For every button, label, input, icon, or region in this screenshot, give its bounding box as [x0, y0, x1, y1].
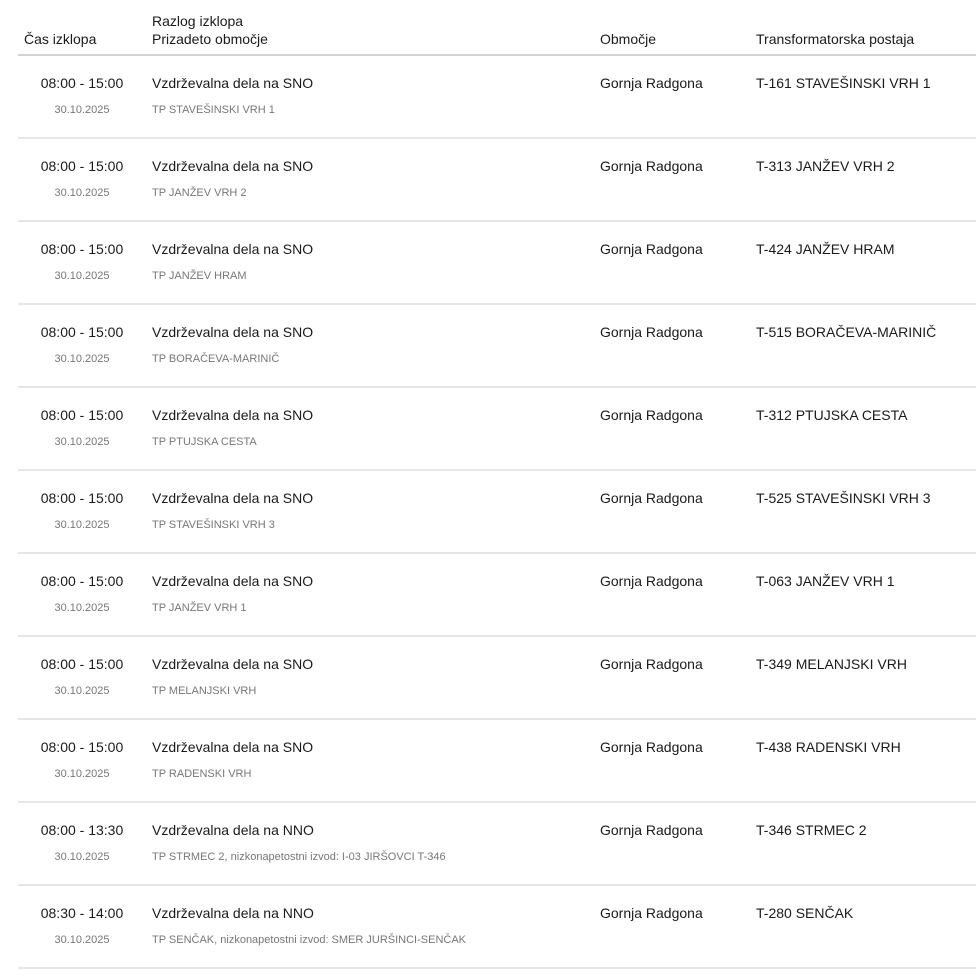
- header-region[interactable]: Območje: [600, 31, 657, 47]
- outage-reason: Vzdrževalna dela na SNO: [152, 656, 314, 672]
- affected-area: TP PTUJSKA CESTA: [152, 436, 257, 448]
- transformer-station: T-313 JANŽEV VRH 2: [756, 158, 895, 174]
- outage-date: 30.10.2025: [54, 270, 110, 282]
- transformer-station: T-515 BORAČEVA-MARINIČ: [756, 324, 937, 340]
- table-row[interactable]: [18, 139, 976, 222]
- region: Gornja Radgona: [600, 158, 703, 174]
- outage-time: 08:00 - 15:00: [40, 490, 124, 506]
- outage-time: 08:00 - 15:00: [40, 158, 124, 174]
- outage-date: 30.10.2025: [54, 685, 110, 697]
- transformer-station: T-438 RADENSKI VRH: [756, 739, 901, 755]
- transformer-station: T-161 STAVEŠINSKI VRH 1: [756, 75, 931, 91]
- outage-time: 08:00 - 15:00: [40, 739, 124, 755]
- outage-date: 30.10.2025: [54, 851, 110, 863]
- header-time[interactable]: Čas izklopa: [24, 31, 97, 47]
- region: Gornja Radgona: [600, 407, 703, 423]
- outage-table: [18, 0, 976, 969]
- header-reason[interactable]: Razlog izklopa: [152, 13, 244, 29]
- table-row[interactable]: [18, 803, 976, 886]
- region: Gornja Radgona: [600, 75, 703, 91]
- outage-date: 30.10.2025: [54, 353, 110, 365]
- region: Gornja Radgona: [600, 241, 703, 257]
- transformer-station: T-349 MELANJSKI VRH: [756, 656, 907, 672]
- affected-area: TP JANŽEV VRH 2: [152, 187, 247, 199]
- region: Gornja Radgona: [600, 656, 703, 672]
- affected-area: TP STAVEŠINSKI VRH 3: [152, 519, 275, 531]
- outage-reason: Vzdrževalna dela na SNO: [152, 241, 314, 257]
- outage-date: 30.10.2025: [54, 934, 110, 946]
- table-row[interactable]: [18, 305, 976, 388]
- outage-reason: Vzdrževalna dela na SNO: [152, 324, 314, 340]
- table-row[interactable]: [18, 886, 976, 969]
- table-row[interactable]: [18, 388, 976, 471]
- outage-reason: Vzdrževalna dela na SNO: [152, 573, 314, 589]
- table-row[interactable]: [18, 222, 976, 305]
- outage-time: 08:00 - 15:00: [40, 324, 124, 340]
- outage-date: 30.10.2025: [54, 519, 110, 531]
- outage-reason: Vzdrževalna dela na NNO: [152, 822, 314, 838]
- region: Gornja Radgona: [600, 324, 703, 340]
- header-affected-area[interactable]: Prizadeto območje: [152, 31, 268, 47]
- affected-area: TP STAVEŠINSKI VRH 1: [152, 104, 275, 116]
- transformer-station: T-346 STRMEC 2: [756, 822, 867, 838]
- outage-time: 08:00 - 13:30: [40, 822, 124, 838]
- region: Gornja Radgona: [600, 822, 703, 838]
- outage-time: 08:30 - 14:00: [40, 905, 124, 921]
- table-row[interactable]: [18, 720, 976, 803]
- transformer-station: T-424 JANŽEV HRAM: [756, 241, 895, 257]
- outage-time: 08:00 - 15:00: [40, 407, 124, 423]
- outage-date: 30.10.2025: [54, 187, 110, 199]
- outage-date: 30.10.2025: [54, 768, 110, 780]
- outage-date: 30.10.2025: [54, 602, 110, 614]
- transformer-station: T-525 STAVEŠINSKI VRH 3: [756, 490, 931, 506]
- outage-time: 08:00 - 15:00: [40, 656, 124, 672]
- region: Gornja Radgona: [600, 490, 703, 506]
- outage-reason: Vzdrževalna dela na SNO: [152, 407, 314, 423]
- affected-area: TP SENČAK, nizkonapetostni izvod: SMER JURŠINCI-SENČAK: [152, 934, 467, 946]
- affected-area: TP JANŽEV HRAM: [152, 270, 247, 282]
- outage-time: 08:00 - 15:00: [40, 573, 124, 589]
- header-station[interactable]: Transformatorska postaja: [756, 31, 915, 47]
- outage-time: 08:00 - 15:00: [40, 75, 124, 91]
- outage-reason: Vzdrževalna dela na NNO: [152, 905, 314, 921]
- region: Gornja Radgona: [600, 573, 703, 589]
- affected-area: TP RADENSKI VRH: [152, 768, 252, 780]
- table-row[interactable]: [18, 637, 976, 720]
- outage-reason: Vzdrževalna dela na SNO: [152, 490, 314, 506]
- outage-date: 30.10.2025: [54, 436, 110, 448]
- outage-date: 30.10.2025: [54, 104, 110, 116]
- table-header: [18, 0, 976, 56]
- outage-reason: Vzdrževalna dela na SNO: [152, 739, 314, 755]
- table-row[interactable]: [18, 56, 976, 139]
- table-row[interactable]: [18, 554, 976, 637]
- region: Gornja Radgona: [600, 739, 703, 755]
- transformer-station: T-280 SENČAK: [756, 905, 854, 921]
- outage-time: 08:00 - 15:00: [40, 241, 124, 257]
- outage-reason: Vzdrževalna dela na SNO: [152, 75, 314, 91]
- affected-area: TP MELANJSKI VRH: [152, 685, 257, 697]
- affected-area: TP JANŽEV VRH 1: [152, 602, 247, 614]
- region: Gornja Radgona: [600, 905, 703, 921]
- table-row[interactable]: [18, 471, 976, 554]
- affected-area: TP BORAČEVA-MARINIČ: [152, 353, 280, 365]
- transformer-station: T-312 PTUJSKA CESTA: [756, 407, 908, 423]
- affected-area: TP STRMEC 2, nizkonapetostni izvod: I-03 JIRŠOVCI T-346: [152, 851, 446, 863]
- transformer-station: T-063 JANŽEV VRH 1: [756, 573, 895, 589]
- outage-reason: Vzdrževalna dela na SNO: [152, 158, 314, 174]
